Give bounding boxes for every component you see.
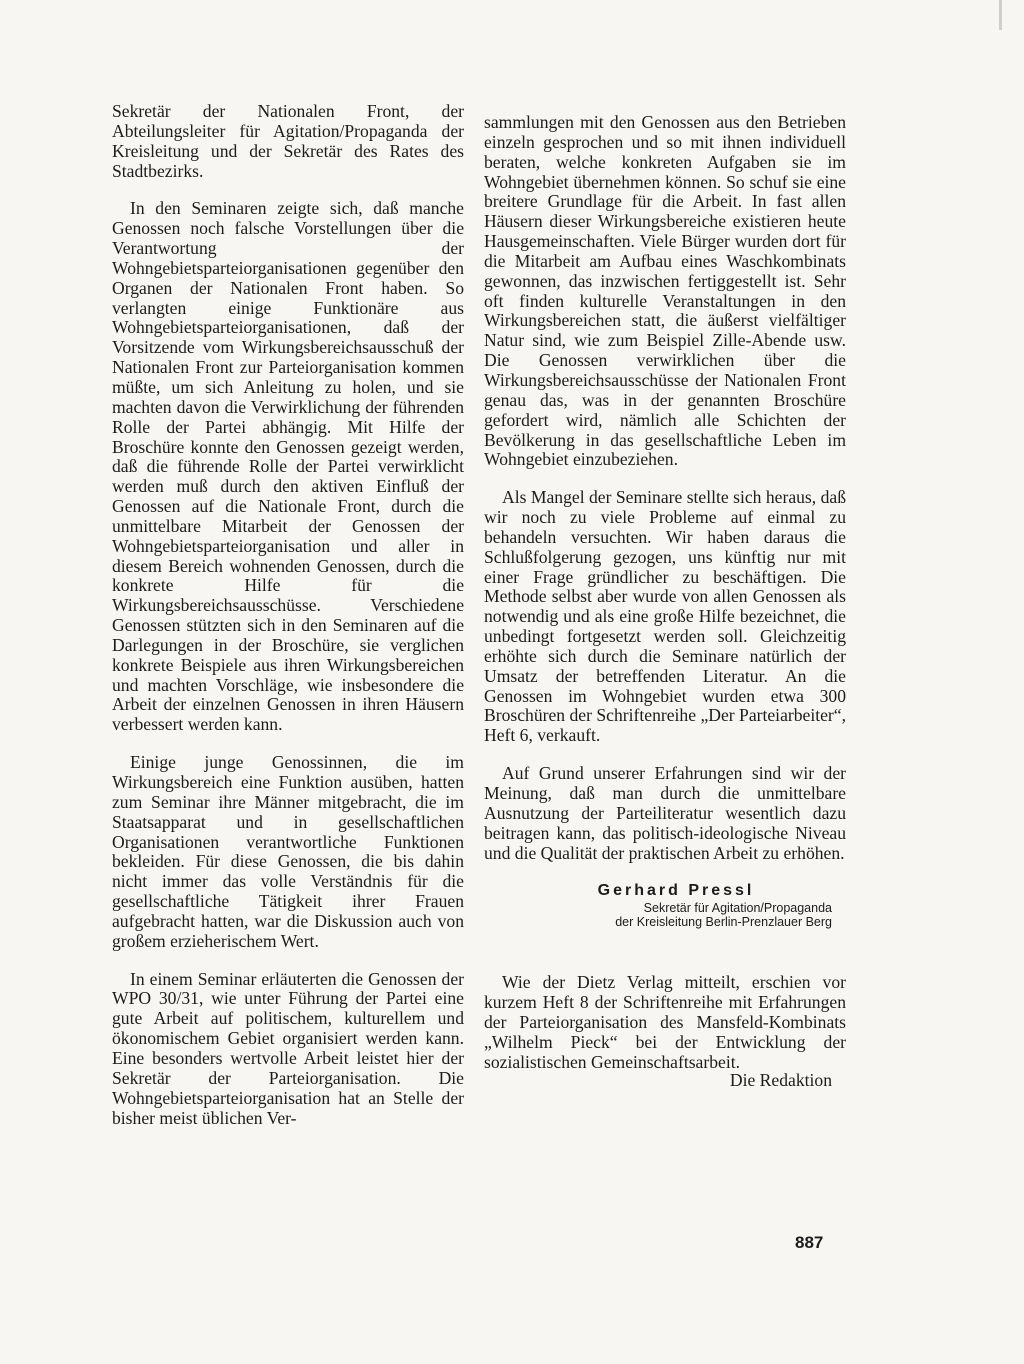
paragraph-young-comrades: Einige junge Genossinnen, die im Wirkungsbereich eine Funktion ausüben, hatten zum Seminar ihre Männer mitgebracht, die im Staatsapparat und in gesellschaftlichen Organisationen verantwortliche Funktionen bekleiden. Für diese Genossen, die bis dahin nicht immer das volle Verständnis für die gesellschaftliche Tätigkeit ihrer Frauen aufgebracht hatten, war die Diskussion auch von großem erzieherischem Wert. bbox=[112, 752, 464, 951]
author-name: Gerhard Pressl bbox=[597, 882, 755, 900]
paragraph-conclusion: Auf Grund unserer Erfahrungen sind wir der Meinung, daß man durch die unmittelbare Ausnutzung der Parteiliteratur wesentlich dazu beitragen kann, das politisch-ideologische Niveau und die Qualität der praktischen Arbeit zu erhöhen. bbox=[484, 763, 846, 863]
author-signature bbox=[484, 881, 846, 929]
author-role-line1: Sekretär für Agitation/Propaganda bbox=[643, 901, 832, 916]
paragraph-deficiencies: Als Mangel der Seminare stellte sich heraus, daß wir noch zu viele Probleme auf einmal zu behandeln versuchten. Wir haben daraus die Schlußfolgerung gezogen, uns künftig nur mit einer Frage gründlicher zu beschäftigen. Die Methode selbst aber wurde von allen Genossen als notwendig und als eine große Hilfe bezeichnet, die unbedingt fortgesetzt werden soll. Gleichzeitig erhöhte sich durch die Seminare natürlich der Umsatz der betreffenden Literatur. An die Genossen im Wohngebiet wurden etwa 300 Broschüren der Schriftenreihe „Der Parteiarbeiter“, Heft 6, verkauft. bbox=[484, 487, 846, 746]
left-column bbox=[112, 102, 464, 1146]
editorial-notice: Wie der Dietz Verlag mitteilt, erschien vor kurzem Heft 8 der Schriftenreihe mit Erfahrungen der Parteiorganisation des Mansfeld-Kombinats „Wilhelm Pieck“ bei der Entwicklung der sozialistischen Gemeinschaftsarbeit. bbox=[484, 972, 846, 1072]
scan-edge-mark bbox=[999, 0, 1002, 30]
right-column bbox=[484, 113, 846, 1090]
paragraph-wpo-example: In einem Seminar erläuterten die Genossen der WPO 30/31, wie unter Führung der Partei eine gute Arbeit auf politischem, kulturellem und ökonomischem Gebiet organisiert werden kann. Eine besonders wertvolle Arbeit leistet hier der Sekretär der Parteiorganisation. Die Wohngebietsparteiorganisation hat an Stelle der bisher meist üblichen Ver- bbox=[112, 968, 464, 1128]
paragraph-continuation: Sekretär der Nationalen Front, der Abteilungsleiter für Agitation/Propaganda der Kreisleitung und der Sekretär des Rates des Stadtbezirks. bbox=[112, 101, 464, 181]
paragraph-seminar-findings: In den Seminaren zeigte sich, daß manche Genossen noch falsche Vorstellungen über die Verantwortung der Wohngebietsparteiorganisationen gegenüber den Organen der Nationalen Front haben. So verlangten einige Funktionäre aus Wohngebietsparteiorganisationen, daß der Vorsitzende vom Wirkungsbereichsausschuß der Nationalen Front zur Parteiorganisation kommen müßte, um sich Anleitung zu holen, und sie machten davon die Verwirklichung der führenden Rolle der Partei abhängig. Mit Hilfe der Broschüre konnte den Genossen gezeigt werden, daß die führende Rolle der Partei verwirklicht werden muß durch den aktiven Einfluß der Genossen auf die Nationale Front, durch die unmittelbare Mitarbeit der Genossen der Wohngebietsparteiorganisation und aller in diesem Bereich wohnenden Genossen, durch die konkrete Hilfe für die Wirkungsbereichsausschüsse. Verschiedene Genossen stützten sich in den Seminaren auf die Darlegungen in der Broschüre, sie verglichen konkrete Beispiele aus ihren Wirkungsbereichen und machten Vorschläge, wie insbesondere die Arbeit der einzelnen Genossen in ihren Häusern verbessert werden kann. bbox=[112, 198, 464, 735]
paragraph-continuation-right: sammlungen mit den Genossen aus den Betrieben einzeln gesprochen und so mit ihnen individuell beraten, welche konkreten Aufgaben sie im Wohngebiet übernehmen können. So schuf sie eine breitere Grundlage für die Arbeit. In fast allen Häusern dieser Wirkungsbereiche existieren heute Hausgemeinschaften. Viele Bürger wurden dort für die Mitarbeit am Aufbau eines Waschkombinats gewonnen, das inzwischen fertiggestellt ist. Sehr oft finden kulturelle Veranstaltungen in den Wirkungsbereichen statt, die äußerst vielfältiger Natur sind, wie zum Beispiel Zille-Abende usw. Die Genossen verwirklichen über die Wirkungsbereichsausschüsse der Nationalen Front genau das, was in der genannten Broschüre gefordert wird, nämlich alle Schichten der Bevölkerung in das gesellschaftliche Leben im Wohngebiet einzubeziehen. bbox=[484, 112, 846, 470]
author-role-line2: der Kreisleitung Berlin-Prenzlauer Berg bbox=[615, 915, 832, 930]
editorial-sign: Die Redaktion bbox=[729, 1069, 832, 1090]
page-number: 887 bbox=[795, 1233, 824, 1252]
